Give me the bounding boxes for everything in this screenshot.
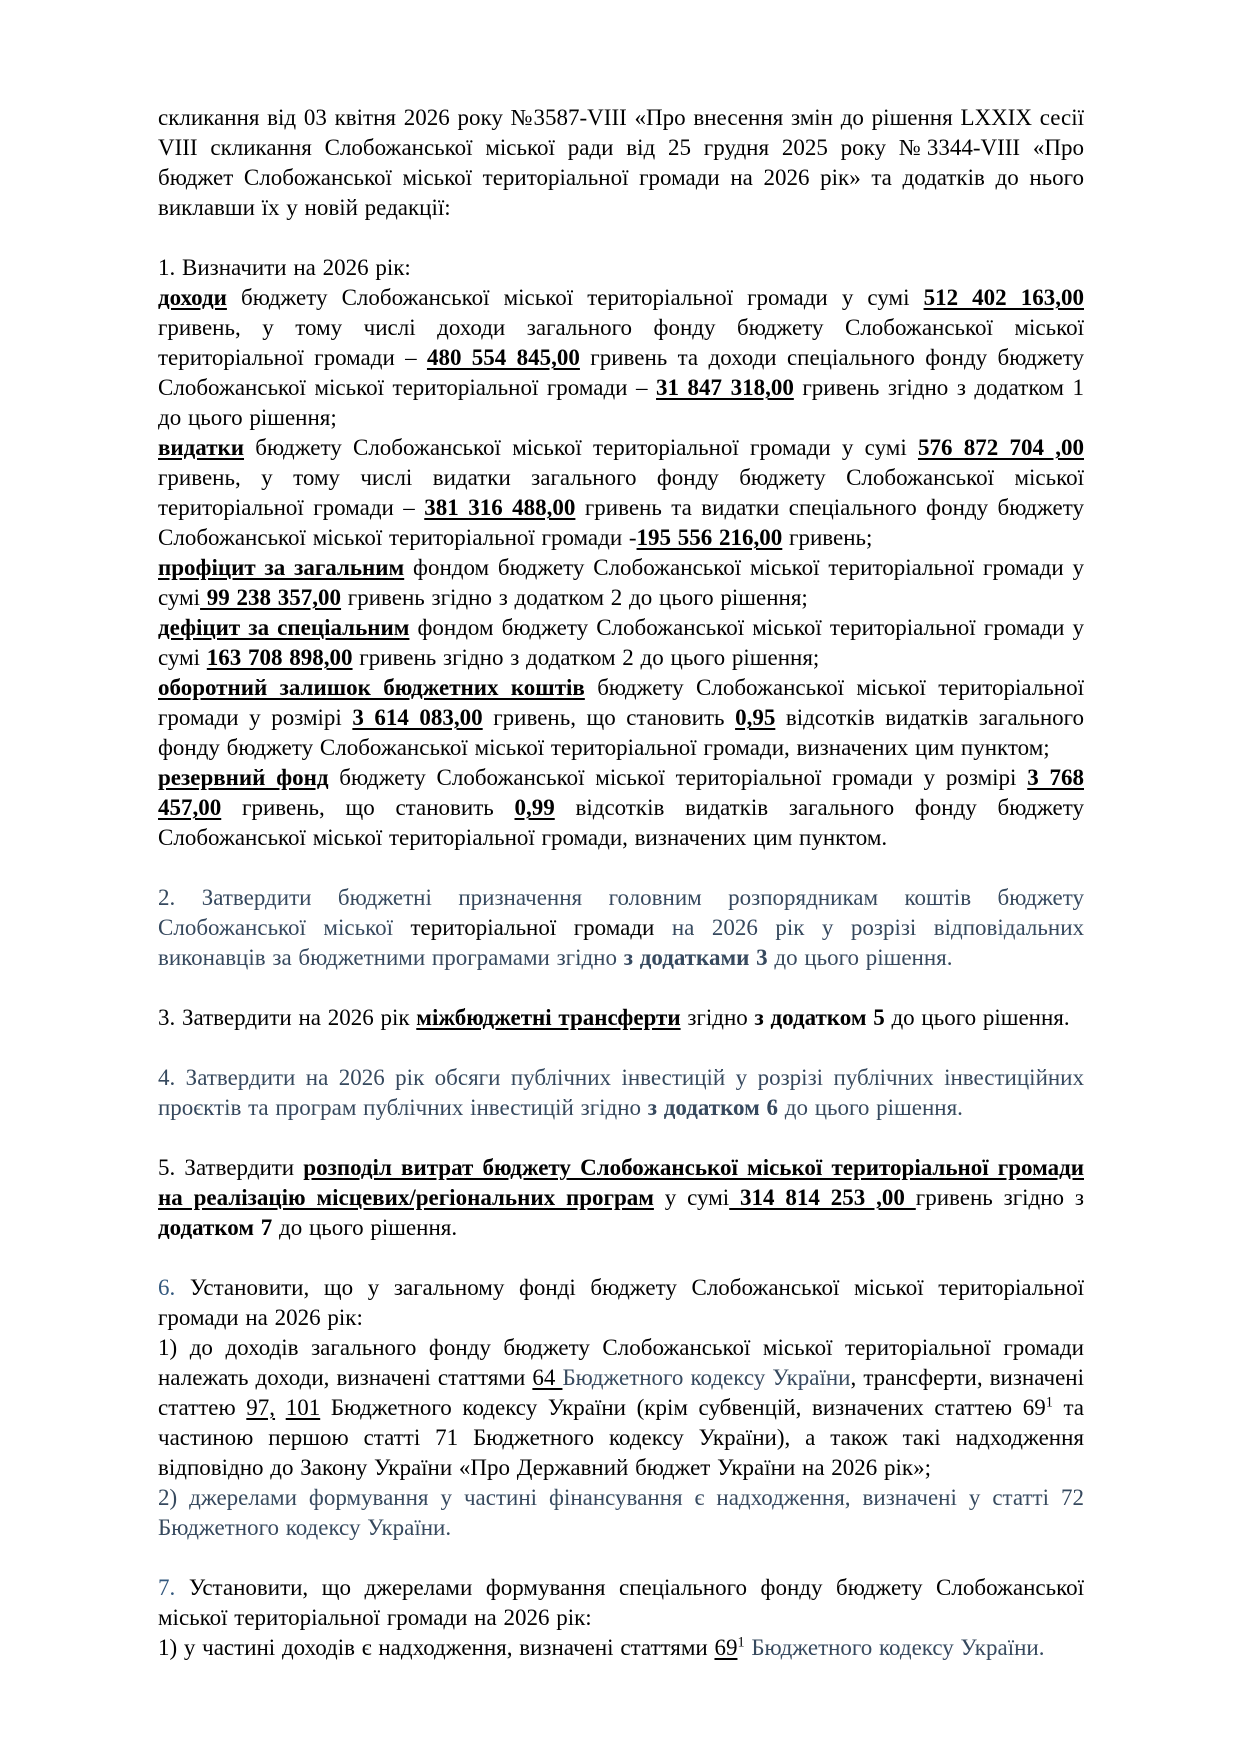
text-run: Установити, що у загальному фонді бюджету Слобожанської міської територіальної громади на 2026 рік: — [158, 1275, 1084, 1330]
text-run: додатком 7 — [158, 1215, 273, 1240]
point-4 — [158, 1063, 1084, 1123]
text-run: , трансферти, визначені статтею — [158, 1365, 1085, 1420]
text-run: Бюджетного кодексу України (крім субвенцій, визначених статтею 69 — [320, 1395, 1046, 1420]
text-run: гривень та доходи спеціального фонду бюджету Слобожанської міської територіальної громади – — [158, 345, 1084, 400]
text-run: 31 847 318,00 — [656, 375, 794, 400]
text-run: доходи — [158, 285, 227, 310]
point-6-sub-1 — [158, 1333, 1084, 1483]
point-1-working-balance — [158, 673, 1084, 763]
text-run: видатки — [158, 435, 245, 460]
text-run: та частиною першою статті 71 Бюджетного кодексу України), а також такі надходження відповідно до Закону України «Про Державний бюджет України на 2026 рік»; — [158, 1395, 1085, 1480]
text-run: 163 708 898,00 — [206, 645, 353, 670]
point-1-expenditures — [158, 433, 1084, 553]
text-run: 480 554 845,00 — [426, 345, 580, 370]
spacer — [158, 973, 1084, 1003]
text-run: 2. Затвердити бюджетні призначення головним розпорядникам коштів бюджету Слобожанської міської — [158, 885, 1084, 940]
point-7-heading — [158, 1573, 1084, 1633]
text-run: гривень згідно з — [915, 1185, 1084, 1210]
text-run: 1. Визначити на 2026 рік: — [158, 255, 411, 280]
text-run: відсотків видатків загального фонду бюджету Слобожанської міської територіальної громади, визначених цим пунктом; — [158, 705, 1085, 760]
text-run: 4. Затвердити на 2026 рік обсяги публічних інвестицій у розрізі публічних інвестиційних проєктів та програм публічних інвестицій згідно — [158, 1065, 1084, 1120]
text-run: до цього рішення. — [767, 945, 953, 970]
text-run: з додатком 5 — [754, 1005, 885, 1030]
spacer — [158, 1123, 1084, 1153]
text-run: 69 — [714, 1635, 738, 1660]
text-run: до цього рішення. — [272, 1215, 458, 1240]
intro-paragraph — [158, 103, 1084, 223]
text-run: резервний фонд — [158, 765, 329, 790]
point-1-reserve-fund — [158, 763, 1084, 853]
text-run: гривень згідно з додатком 2 до цього рішення; — [341, 585, 808, 610]
text-run: відсотків видатків загального фонду бюджету Слобожанської міської територіальної громади, визначених цим пунктом. — [158, 795, 1084, 850]
text-run: 1 — [737, 1634, 745, 1651]
text-run: 101 — [285, 1395, 321, 1420]
spacer — [158, 223, 1084, 253]
text-run: Установити, що джерелами формування спеціального фонду бюджету Слобожанської міської територіальної громади на 2026 рік: — [158, 1575, 1084, 1630]
text-run: гривень згідно з додатком 2 до цього рішення; — [352, 645, 820, 670]
text-run: територіальної громади — [410, 915, 672, 940]
text-run: гривень, у тому числі видатки загального фонду бюджету Слобожанської міської територіальної громади – — [158, 465, 1084, 520]
text-run: скликання від 03 квітня 2026 року №3587-VIII «Про внесення змін до рішення LXXIX сесії VIII скликання Слобожанської міської ради від 25 грудня 2025 року №3344-VIII «Про бюджет Слобожанської міської територіальної громади на 2026 рік» та додатків до нього виклавши їх у новій редакції: — [158, 105, 1084, 220]
point-7-sub-1 — [158, 1633, 1084, 1663]
text-run: 381 316 488,00 — [424, 495, 576, 520]
text-run: гривень та видатки спеціального фонду бюджету Слобожанської міської територіальної громади - — [158, 495, 1084, 550]
text-run: 0,95 — [735, 705, 776, 730]
text-run: розподіл витрат бюджету Слобожанської міської територіальної громади на реалізацію місцевих/регіональних програм — [158, 1155, 1084, 1210]
text-run: бюджету Слобожанської міської територіальної громади у розмірі — [158, 675, 1084, 730]
text-run: 1) до доходів загального фонду бюджету Слобожанської міської територіальної громади належать доходи, визначені статтями — [158, 1335, 1084, 1390]
text-run: міжбюджетні трансферти — [416, 1005, 681, 1030]
spacer — [158, 1243, 1084, 1273]
spacer — [158, 1543, 1084, 1573]
text-run: 64 — [532, 1365, 563, 1390]
text-run: у сумі — [653, 1185, 730, 1210]
point-1-heading — [158, 253, 1084, 283]
spacer — [158, 853, 1084, 883]
text-run: 314 814 253 ,00 — [729, 1185, 916, 1210]
point-3 — [158, 1003, 1084, 1033]
text-run: 195 556 216,00 — [636, 525, 783, 550]
text-run: 3. Затвердити на 2026 рік — [158, 1005, 417, 1030]
text-run: 6. — [158, 1275, 190, 1300]
text-run: гривень, що становить — [482, 705, 736, 730]
point-1-deficit — [158, 613, 1084, 673]
point-1-revenues — [158, 283, 1084, 433]
text-run: фондом бюджету Слобожанської міської територіальної громади у сумі — [158, 555, 1084, 610]
point-5 — [158, 1153, 1084, 1243]
text-run: 97, — [246, 1395, 276, 1420]
text-run: 576 872 704 ,00 — [917, 435, 1084, 460]
text-run: профіцит за загальним — [158, 555, 405, 580]
text-run: 1 — [1045, 1394, 1053, 1411]
text-run: 7. — [158, 1575, 189, 1600]
text-run — [275, 1395, 286, 1420]
text-run: оборотний залишок бюджетних коштів — [158, 675, 585, 700]
text-run: гривень згідно з додатком 1 до цього рішення; — [158, 375, 1084, 430]
text-run: 2) джерелами формування у частині фінансування є надходження, визначені у статті 72 Бюджетного кодексу України. — [158, 1485, 1084, 1540]
text-run: гривень, що становить — [221, 795, 515, 820]
text-run: 0,99 — [514, 795, 555, 820]
text-run: 99 238 357,00 — [200, 585, 342, 610]
text-run: бюджету Слобожанської міської територіальної громади у сумі — [226, 285, 924, 310]
text-run: до цього рішення. — [884, 1005, 1070, 1030]
text-run: 3 768 457,00 — [158, 765, 1084, 820]
text-run: фондом бюджету Слобожанської міської територіальної громади у сумі — [158, 615, 1084, 670]
text-run: Бюджетного кодексу України — [562, 1365, 851, 1390]
text-run: бюджету Слобожанської міської територіальної громади у розмірі — [328, 765, 1028, 790]
text-run: 1) у частині доходів є надходження, визначені статтями — [158, 1635, 715, 1660]
text-run: бюджету Слобожанської міської територіальної громади у сумі — [244, 435, 918, 460]
text-run: згідно — [680, 1005, 755, 1030]
document-body — [158, 103, 1084, 1663]
text-run: до цього рішення. — [778, 1095, 963, 1120]
text-run: на 2026 рік у розрізі відповідальних виконавців за бюджетними програмами згідно — [158, 915, 1084, 970]
point-6-heading — [158, 1273, 1084, 1333]
point-6-sub-2 — [158, 1483, 1084, 1543]
spacer — [158, 1033, 1084, 1063]
text-run: гривень; — [782, 525, 873, 550]
text-run: гривень, у тому числі доходи загального фонду бюджету Слобожанської міської територіальної громади – — [158, 315, 1084, 370]
point-1-surplus — [158, 553, 1084, 613]
point-2 — [158, 883, 1084, 973]
text-run: 5. Затвердити — [158, 1155, 304, 1180]
text-run: 3 614 083,00 — [352, 705, 483, 730]
text-run: дефіцит за спеціальним — [158, 615, 410, 640]
text-run: з додатками 3 — [623, 945, 768, 970]
text-run: 512 402 163,00 — [923, 285, 1084, 310]
text-run: з додатком 6 — [647, 1095, 779, 1120]
text-run: Бюджетного кодексу України. — [751, 1635, 1045, 1660]
